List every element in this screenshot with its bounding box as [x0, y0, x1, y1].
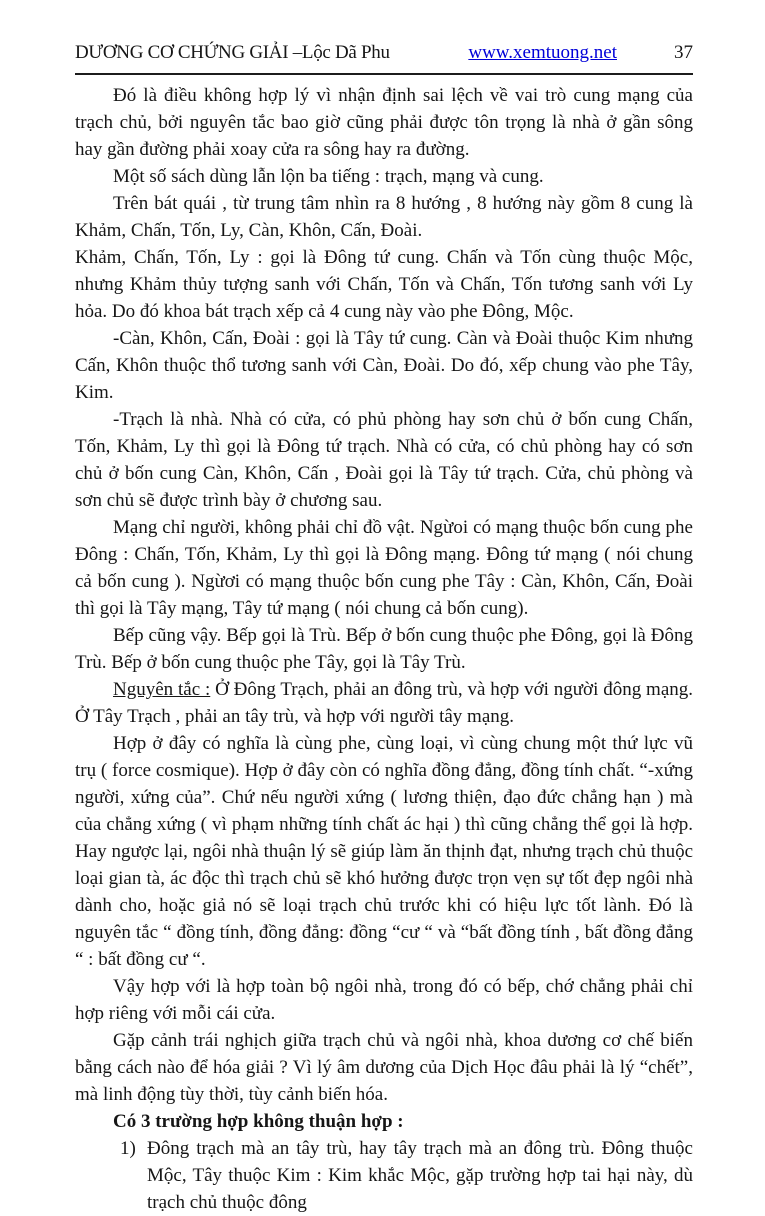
paragraph-principle — [75, 676, 693, 730]
numbered-list-item — [120, 1135, 693, 1216]
principle-label: Nguyên tắc : — [113, 679, 211, 700]
paragraph: Một số sách dùng lẫn lộn ba tiếng : trạch, mạng và cung. — [113, 166, 544, 187]
page-number: 37 — [674, 42, 693, 63]
website-link[interactable]: www.xemtuong.net — [468, 42, 617, 63]
paragraph: -Càn, Khôn, Cấn, Đoài : gọi là Tây tứ cung. Càn và Đoài thuộc Kim nhưng Cấn, Khôn thuộc thổ tương sanh với Càn, Đoài. Do đó, xếp chung vào phe Tây, Kim. — [75, 328, 693, 403]
page-header — [75, 42, 693, 64]
paragraph: Đó là điều không hợp lý vì nhận định sai lệch về vai trò cung mạng của trạch chủ, bởi nguyên tắc bao giờ cũng phải được tôn trọng là nhà ở gần sông hay gần đường phải xoay cửa ra sông hay ra đường. — [75, 85, 693, 160]
paragraph: Khảm, Chấn, Tốn, Ly : gọi là Đông tứ cung. Chấn và Tốn cùng thuộc Mộc, nhưng Khảm thủy tượng sanh với Chấn, Tốn và Chấn, Tốn tương sanh với Ly hỏa. Do đó khoa bát trạch xếp cả 4 cung này vào phe Đông, Mộc. — [75, 247, 693, 322]
list-item-marker: 1) — [120, 1138, 136, 1159]
paragraph: Vậy hợp với là hợp toàn bộ ngôi nhà, trong đó có bếp, chớ chẳng phải chỉ hợp riêng với mỗi cái cửa. — [75, 976, 693, 1024]
document-title: DƯƠNG CƠ CHỨNG GIẢI –Lộc Dã Phu — [75, 42, 390, 63]
paragraph: Bếp cũng vậy. Bếp gọi là Trù. Bếp ở bốn cung thuộc phe Đông, gọi là Đông Trù. Bếp ở bốn cung thuộc phe Tây, gọi là Tây Trù. — [75, 625, 693, 673]
paragraph: Mạng chỉ người, không phải chỉ đồ vật. Ngừoi có mạng thuộc bốn cung phe Đông : Chấn, Tốn, Khảm, Ly thì gọi là Đông mạng. Đông tứ mạng ( nói chung cả bốn cung ). Ngừơi có mạng thuộc bốn cung phe Tây : Càn, Khôn, Cấn, Đoài thì gọi là Tây mạng, Tây tứ mạng ( nói chung cả bốn cung). — [75, 517, 693, 619]
paragraph: Gặp cảnh trái nghịch giữa trạch chủ và ngôi nhà, khoa dương cơ chế biến bằng cách nào để hóa giải ? Vì lý âm dương của Dịch Học đâu phải là lý “chết”, mà linh động tùy thời, tùy cảnh biến hóa. — [75, 1030, 693, 1105]
principle-text: Ở Đông Trạch, phải an đông trù, và hợp với người đông mạng. Ở Tây Trạch , phải an tây trù, và hợp với người tây mạng. — [75, 679, 694, 727]
paragraph: Trên bát quái , từ trung tâm nhìn ra 8 hướng , 8 hướng này gồm 8 cung là Khảm, Chấn, Tốn, Ly, Càn, Khôn, Cấn, Đoài. — [75, 193, 693, 241]
header-divider — [75, 73, 693, 75]
section-heading: Có 3 trường hợp không thuận hợp : — [113, 1111, 404, 1132]
paragraph: Hợp ở đây có nghĩa là cùng phe, cùng loại, vì cùng chung một thứ lực vũ trụ ( force cosmique). Hợp ở đây còn có nghĩa đồng đẳng, đồng tính chất. “-xứng người, xứng của”. Chứ nếu người xứng ( lương thiện, đạo đức chẳng hạn ) mà của chẳng xứng ( vì phạm những tính chất ác hại ) thì cũng chẳng thể gọi là hợp. Hay ngược lại, ngôi nhà thuận lý sẽ giúp làm ăn thịnh đạt, nhưng trạch chủ thuộc loại gian tà, ác độc thì trạch chủ sẽ khó hưởng được trọn vẹn sự tốt đẹp ngôi nhà dành cho, hoặc giả nó sẽ loại trạch chủ trước khi có hiệu lực tốt lành. Đó là nguyên tắc “ đồng tính, đồng đẳng: đồng “cư “ và “bất đồng tính , bất đồng đẳng “ : bất đồng cư “. — [75, 733, 693, 970]
paragraph: -Trạch là nhà. Nhà có cửa, có phủ phòng hay sơn chủ ở bốn cung Chấn, Tốn, Khảm, Ly thì gọi là Đông tứ trạch. Nhà có cửa, có chủ phòng hay có sơn chủ ở bốn cung Càn, Khôn, Cấn , Đoài gọi là Tây tứ trạch. Cửa, chủ phòng và sơn chủ sẽ được trình bày ở chương sau. — [75, 409, 693, 511]
document-body — [75, 82, 693, 1216]
list-item-text: Đông trạch mà an tây trù, hay tây trạch mà an đông trù. Đông thuộc Mộc, Tây thuộc Kim : Kim khắc Mộc, gặp trường hợp tai hại này, dù trạch chủ thuộc đông — [147, 1138, 693, 1213]
